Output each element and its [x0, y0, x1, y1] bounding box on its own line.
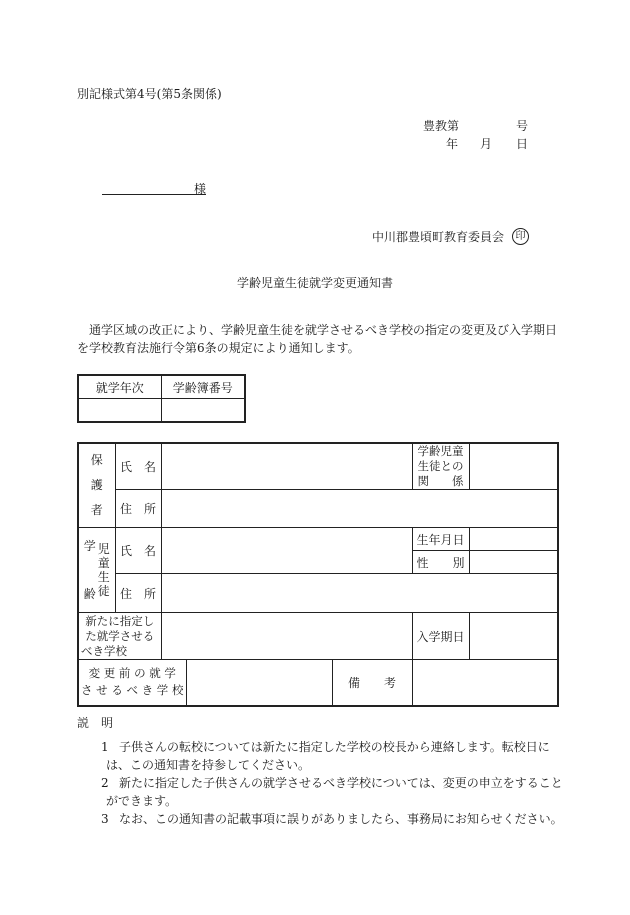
student-address-label: 住 所	[115, 574, 161, 613]
student-label: 学 齢 児 童 生 徒	[78, 528, 115, 613]
guardian-label: 保 護 者	[78, 443, 115, 528]
guardian-name-field[interactable]	[161, 443, 412, 490]
date-day: 日	[516, 137, 529, 151]
note-2-line-2: ができます。	[106, 794, 178, 808]
notes-heading: 説 明	[77, 716, 114, 730]
guardian-address-field[interactable]	[161, 490, 558, 528]
date-year: 年	[446, 137, 459, 151]
seal-mark: 印	[512, 228, 529, 245]
form-reference: 別記様式第4号(第5条関係)	[77, 87, 222, 101]
student-name-field[interactable]	[161, 528, 412, 574]
date-month: 月	[480, 137, 493, 151]
guardian-name-label: 氏 名	[115, 443, 161, 490]
new-school-label: 新たに指定し た就学させる べき学校	[78, 613, 161, 660]
header-register-number: 学齢簿番号	[161, 375, 245, 399]
body-line-2: を学校教育法施行令第6条の規定により通知します。	[77, 341, 360, 355]
note-3-line-1: なお、この通知書の記載事項に誤りがありましたら、事務局にお知らせください。	[119, 812, 563, 826]
enrollment-info-table	[77, 374, 246, 423]
document-title: 学齢児童生徒就学変更通知書	[237, 276, 394, 290]
remarks-label: 備 考	[332, 660, 412, 706]
student-name-label: 氏 名	[115, 528, 161, 574]
note-1-line-1: 子供さんの転校については新たに指定した学校の校長から連絡します。転校日に	[119, 740, 550, 754]
gender-field[interactable]	[469, 551, 558, 574]
birthdate-field[interactable]	[469, 528, 558, 551]
note-2-line-1: 新たに指定した子供さんの就学させるべき学校については、変更の申立をすること	[119, 776, 563, 790]
previous-school-label: 変 更 前 の 就 学 さ せ る べ き 学 校	[78, 660, 186, 706]
addressee-honorific: 様	[194, 182, 207, 196]
birthdate-label: 生年月日	[412, 528, 469, 551]
entry-date-field[interactable]	[469, 613, 558, 660]
entry-date-label: 入学期日	[412, 613, 469, 660]
note-1-line-2: は、この通知書を持参してください。	[106, 758, 311, 772]
student-address-field[interactable]	[161, 574, 558, 613]
note-3-number: 3	[101, 812, 109, 826]
new-school-field[interactable]	[161, 613, 412, 660]
note-1-number: 1	[101, 740, 109, 754]
note-2-number: 2	[101, 776, 109, 790]
guardian-address-label: 住 所	[115, 490, 161, 528]
relation-field[interactable]	[469, 443, 558, 490]
register-number-field[interactable]	[161, 399, 245, 423]
previous-school-field[interactable]	[186, 660, 332, 706]
relation-label: 学齢児童 生徒との 関 係	[412, 443, 469, 490]
doc-number-suffix: 号	[516, 119, 529, 133]
body-line-1: 通学区域の改正により、学齢児童生徒を就学させるべき学校の指定の変更及び入学期日	[89, 323, 558, 337]
doc-number-prefix: 豊教第	[423, 119, 460, 133]
header-enrollment-year: 就学年次	[78, 375, 161, 399]
addressee-underline	[102, 194, 206, 195]
enrollment-year-field[interactable]	[78, 399, 161, 423]
remarks-field[interactable]	[412, 660, 558, 706]
main-form-table	[77, 442, 559, 707]
gender-label: 性 別	[412, 551, 469, 574]
issuer-name: 中川郡豊頃町教育委員会	[372, 230, 505, 244]
